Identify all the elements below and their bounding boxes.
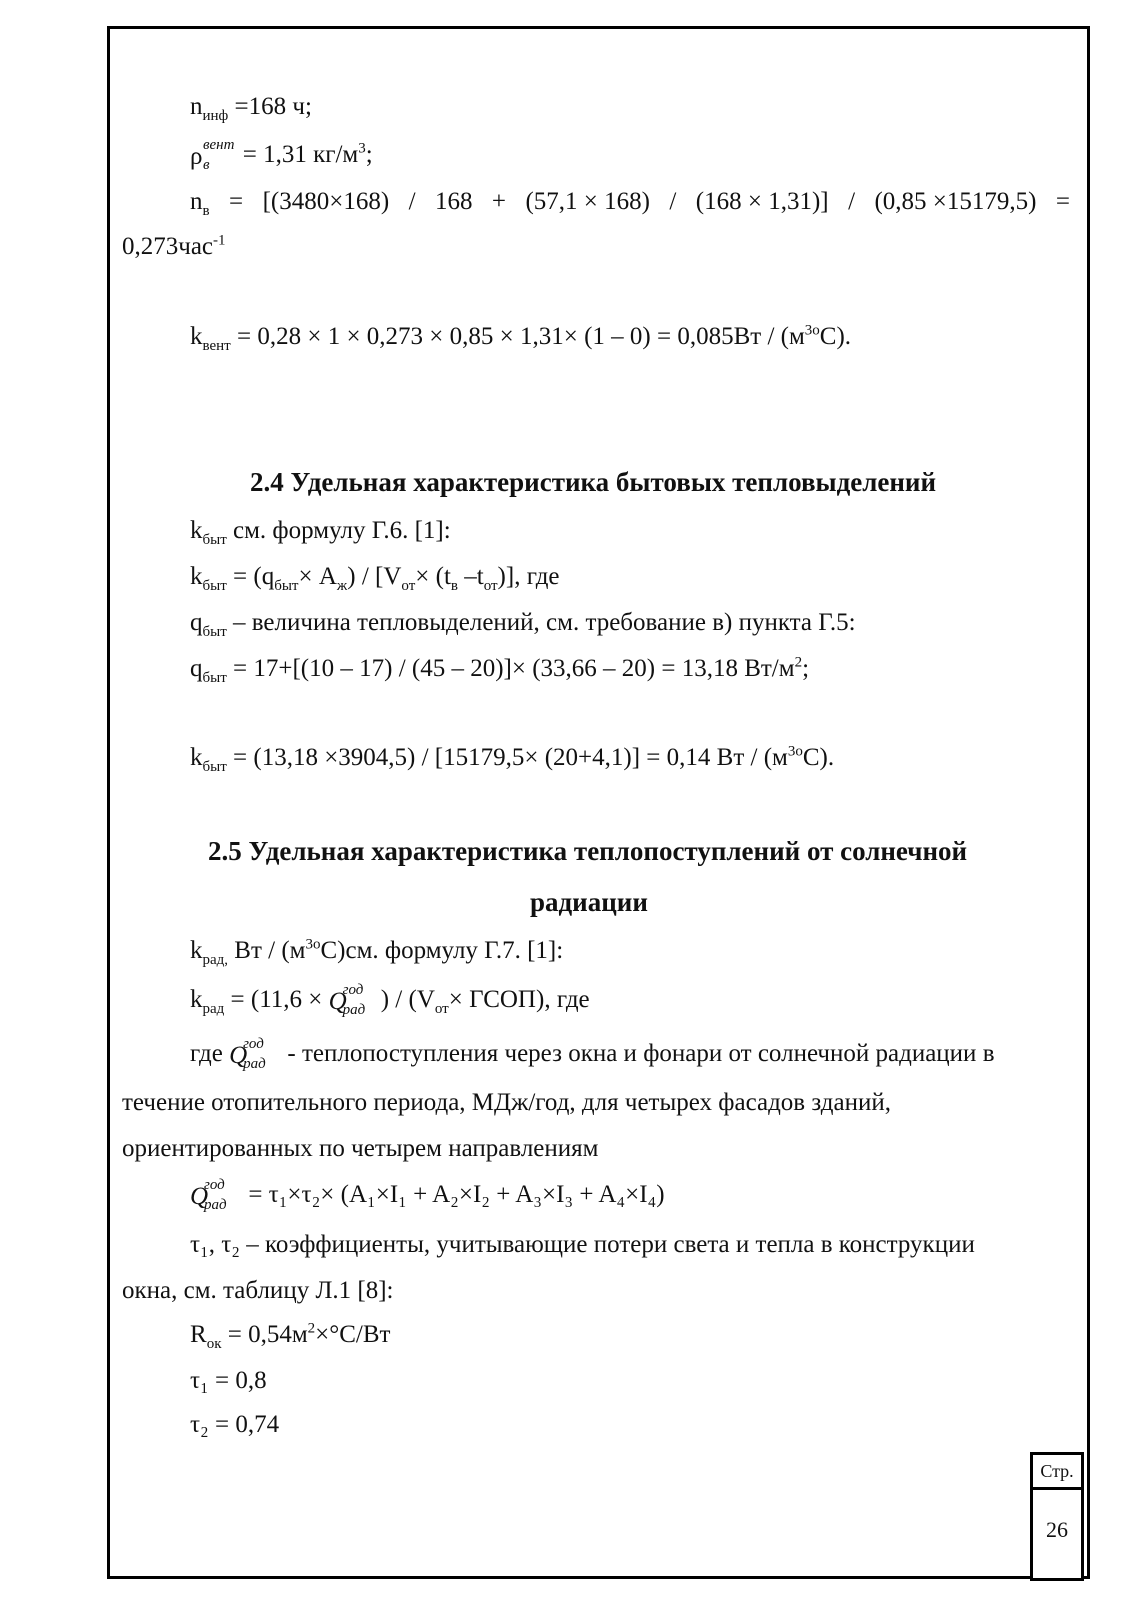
line-text: × (t xyxy=(415,563,451,590)
k-vent-line xyxy=(190,322,851,352)
line-text: С). xyxy=(819,323,852,350)
where-q-line-3: ориентированных по четырем направлениям xyxy=(122,1135,599,1162)
line-text: где xyxy=(190,1040,230,1067)
page-number-box xyxy=(1030,1452,1084,1581)
formula-token: / xyxy=(669,188,677,215)
formula-token: / xyxy=(408,188,416,215)
subscript: быт xyxy=(202,624,227,640)
symbol: Q xyxy=(190,1182,209,1210)
formula-token: (168 × 1,31)] xyxy=(695,188,829,215)
subscript: рад xyxy=(243,1055,266,1072)
symbol: k xyxy=(190,517,203,544)
qrad-formula-line xyxy=(190,1176,665,1213)
n-inf-line xyxy=(190,92,312,122)
superscript: 3о xyxy=(305,936,321,953)
symbol: R xyxy=(190,1321,207,1348)
line-text: × A xyxy=(298,563,337,590)
qbyt-calc-line xyxy=(190,654,809,684)
superscript: год xyxy=(204,1176,225,1193)
superscript: вент xyxy=(203,136,235,153)
line-text: С). xyxy=(802,744,835,771)
symbol: k xyxy=(190,937,203,964)
line-text: = 0,28 × 1 × 0,273 × 0,85 × 1,31× (1 – 0) = 0,085Вт / (м xyxy=(230,323,805,350)
page-label: Стр. xyxy=(1033,1455,1081,1490)
line-text: см. формулу Г.6. [1]: xyxy=(226,517,451,544)
line-text: =168 ч; xyxy=(228,93,312,120)
subscript: инф xyxy=(202,108,229,124)
symbol: n xyxy=(190,188,203,215)
section-heading-2-5-cont: радиации xyxy=(530,887,648,917)
line-text: ) / [V xyxy=(347,563,402,590)
line-text: Вт / (м xyxy=(228,937,306,964)
page-number: 26 xyxy=(1046,1517,1068,1542)
formula-token: = xyxy=(229,188,244,215)
superscript: год xyxy=(342,981,364,998)
symbol: q xyxy=(190,609,203,636)
superscript: -1 xyxy=(213,232,226,249)
nv-symbol xyxy=(190,187,210,217)
line-text: С)см. формулу Г.7. [1]: xyxy=(320,937,564,964)
line-text: = 0,54м xyxy=(221,1321,308,1348)
symbol: Q xyxy=(229,1041,248,1069)
formula-token: = xyxy=(1055,188,1070,215)
formula-token: [(3480×168) xyxy=(262,188,390,215)
q-rad-symbol xyxy=(229,1035,281,1072)
line-text: = 17+[(10 – 17) / (45 – 20)]× (33,66 – 20) = 13,18 Вт/м xyxy=(226,655,795,682)
tau1-line: τ₁ = 0,8 xyxy=(190,1367,267,1394)
kbyt-formula-line xyxy=(190,562,560,592)
line-text: 0,273час xyxy=(122,233,214,260)
subscript: в xyxy=(450,578,458,594)
superscript: год xyxy=(243,1035,264,1052)
line-text: - теплопоступления через окна и фонари от солнечной радиации в xyxy=(281,1040,995,1067)
formula-token: 168 xyxy=(434,188,473,215)
line-text: –t xyxy=(457,563,484,590)
subscript: от xyxy=(434,1001,449,1017)
line-text: ; xyxy=(365,141,373,168)
line-text: × ГСОП), где xyxy=(448,986,590,1013)
symbol: k xyxy=(190,563,203,590)
subscript: быт xyxy=(202,759,227,775)
krad-ref-line xyxy=(190,936,563,966)
line-text: = (q xyxy=(226,563,275,590)
line-text: ) / (V xyxy=(380,986,435,1013)
subscript: быт xyxy=(202,532,227,548)
kbyt-calc-line xyxy=(190,743,834,773)
superscript: 2 xyxy=(307,1320,316,1337)
line-text: )], где xyxy=(497,563,560,590)
rho-line xyxy=(190,136,373,173)
formula-token: / xyxy=(848,188,856,215)
tau-desc-line: τ₁, τ₂ – коэффициенты, учитывающие потери света и тепла в конструкции xyxy=(190,1231,975,1258)
symbol: ρ xyxy=(190,142,203,170)
symbol: k xyxy=(190,986,203,1013)
subscript: вент xyxy=(202,338,231,354)
q-rad-symbol xyxy=(190,1176,242,1213)
superscript: 3о xyxy=(804,322,820,339)
where-q-line xyxy=(190,1035,995,1072)
subscript: ж xyxy=(336,578,348,594)
line-text: ; xyxy=(802,655,810,682)
subscript: от xyxy=(483,578,498,594)
symbol: k xyxy=(190,323,203,350)
qbyt-desc-line xyxy=(190,608,856,638)
symbol: k xyxy=(190,744,203,771)
line-text: = (11,6 × xyxy=(224,986,329,1013)
formula-token: (0,85 ×15179,5) xyxy=(874,188,1037,215)
rho-symbol xyxy=(190,136,236,173)
nv-formula-line xyxy=(190,187,1070,217)
subscript: быт xyxy=(274,578,299,594)
line-text: = τ₁×τ₂× (A₁×I₁ + A₂×I₂ + A₃×I₃ + A₄×I₄) xyxy=(242,1181,665,1208)
tau-desc-line-2: окна, см. таблицу Л.1 [8]: xyxy=(122,1277,394,1304)
where-q-line-2: течение отопительного периода, МДж/год, для четырех фасадов зданий, xyxy=(122,1089,891,1116)
section-heading-2-5: 2.5 Удельная характеристика теплопоступлений от солнечной xyxy=(208,836,968,866)
subscript: рад xyxy=(342,1001,366,1018)
formula-token: + xyxy=(491,188,507,215)
subscript: в xyxy=(202,203,210,219)
rok-line xyxy=(190,1320,390,1350)
subscript: ок xyxy=(206,1336,222,1352)
subscript: рад xyxy=(202,1001,225,1017)
subscript: рад xyxy=(204,1196,227,1213)
superscript: 2 xyxy=(794,654,803,671)
krad-formula-line xyxy=(190,981,590,1018)
symbol: n xyxy=(190,93,203,120)
line-text: ×°С/Вт xyxy=(315,1321,391,1348)
kbyt-ref-line xyxy=(190,516,451,546)
q-rad-symbol xyxy=(328,981,381,1018)
superscript: 3о xyxy=(787,743,803,760)
tau2-line: τ₂ = 0,74 xyxy=(190,1411,280,1438)
line-text: = 1,31 кг/м xyxy=(236,141,359,168)
formula-token: (57,1 × 168) xyxy=(525,188,650,215)
superscript: 3 xyxy=(358,140,366,157)
line-text: = (13,18 ×3904,5) / [15179,5× (20+4,1)] = 0,14 Вт / (м xyxy=(226,744,788,771)
symbol: Q xyxy=(328,987,347,1015)
subscript: быт xyxy=(202,578,227,594)
subscript: быт xyxy=(202,670,227,686)
nv-result-line xyxy=(122,232,226,262)
subscript: в xyxy=(203,156,210,173)
line-text: – величина тепловыделений, см. требование в) пункта Г.5: xyxy=(226,609,856,636)
subscript: рад, xyxy=(202,952,229,968)
subscript: от xyxy=(401,578,416,594)
symbol: q xyxy=(190,655,203,682)
section-heading-2-4: 2.4 Удельная характеристика бытовых тепловыделений xyxy=(250,467,937,497)
